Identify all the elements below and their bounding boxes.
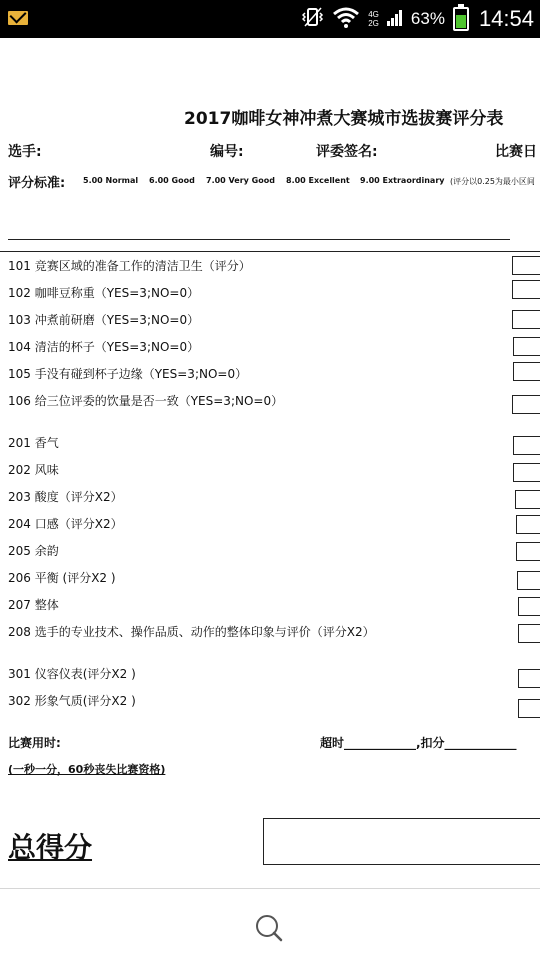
time-used-label: 比赛用时: [8, 736, 61, 750]
network-type: 4G 2G [368, 10, 379, 28]
score-box-208[interactable] [518, 624, 540, 643]
score-box-104[interactable] [513, 337, 540, 356]
score-box-301[interactable] [518, 669, 540, 688]
score-box-106[interactable] [512, 395, 540, 414]
wifi-icon [332, 6, 360, 32]
overtime-label: 超时____________,扣分____________ [320, 736, 517, 750]
criteria-level: 7.00 Very Good [206, 176, 275, 185]
battery-level [456, 15, 466, 28]
divider [0, 251, 540, 252]
score-item-201: 201 香气 [8, 436, 59, 450]
signal-icon [387, 8, 403, 30]
score-item-103: 103 冲煮前研磨（YES=3;NO=0） [8, 313, 200, 327]
criteria-level: 6.00 Good [149, 176, 195, 185]
clock: 14:54 [478, 6, 534, 31]
score-item-208: 208 选手的专业技术、操作品质、动作的整体印象与评价（评分X2） [8, 625, 375, 639]
divider [8, 239, 510, 240]
score-box-203[interactable] [515, 490, 540, 509]
vibrate-icon [302, 6, 324, 32]
score-item-204: 204 口感（评分X2） [8, 517, 123, 531]
date-label: 比赛日 [495, 144, 537, 160]
search-button[interactable] [252, 911, 286, 945]
criteria-note: (评分以0.25为最小区间 [450, 177, 535, 186]
penalty-note: (一秒一分，60秒丧失比赛资格) [8, 763, 166, 776]
score-box-302[interactable] [518, 699, 540, 718]
score-item-301: 301 仪容仪表(评分X2 ) [8, 667, 136, 681]
judge-sign-label: 评委签名: [316, 144, 378, 160]
score-item-102: 102 咖啡豆称重（YES=3;NO=0） [8, 286, 200, 300]
score-item-104: 104 清洁的杯子（YES=3;NO=0） [8, 340, 200, 354]
score-box-206[interactable] [517, 571, 540, 590]
score-item-101: 101 竞赛区域的准备工作的清洁卫生（评分） [8, 259, 251, 273]
score-box-102[interactable] [512, 280, 540, 299]
score-item-203: 203 酸度（评分X2） [8, 490, 123, 504]
total-score-box[interactable] [263, 818, 540, 865]
score-item-207: 207 整体 [8, 598, 59, 612]
mail-icon [8, 11, 28, 25]
score-item-202: 202 风味 [8, 463, 59, 477]
score-box-101[interactable] [512, 256, 540, 275]
document-title: 2017咖啡女神冲煮大赛城市选拔赛评分表 [184, 109, 504, 129]
score-item-106: 106 给三位评委的饮量是否一致（YES=3;NO=0） [8, 394, 284, 408]
score-box-103[interactable] [512, 310, 540, 329]
score-item-105: 105 手没有碰到杯子边缘（YES=3;NO=0） [8, 367, 248, 381]
criteria-label: 评分标准: [8, 176, 66, 191]
score-item-205: 205 余韵 [8, 544, 59, 558]
score-box-202[interactable] [513, 463, 540, 482]
battery-percent: 63% [410, 9, 445, 28]
score-box-205[interactable] [516, 542, 540, 561]
player-label: 选手: [8, 144, 42, 160]
score-box-207[interactable] [518, 597, 540, 616]
score-box-201[interactable] [513, 436, 540, 455]
bottom-toolbar [0, 888, 540, 961]
search-icon [252, 930, 286, 949]
number-label: 编号: [210, 144, 244, 160]
score-item-206: 206 平衡 (评分X2 ) [8, 571, 116, 585]
total-score-label: 总得分 [8, 831, 93, 864]
criteria-level: 5.00 Normal [83, 176, 139, 185]
battery-icon [453, 7, 469, 31]
score-box-204[interactable] [516, 515, 540, 534]
score-item-302: 302 形象气质(评分X2 ) [8, 694, 136, 708]
criteria-level: 8.00 Excellent [286, 176, 350, 185]
criteria-level: 9.00 Extraordinary [360, 176, 445, 185]
score-box-105[interactable] [513, 362, 540, 381]
status-bar [0, 0, 540, 38]
